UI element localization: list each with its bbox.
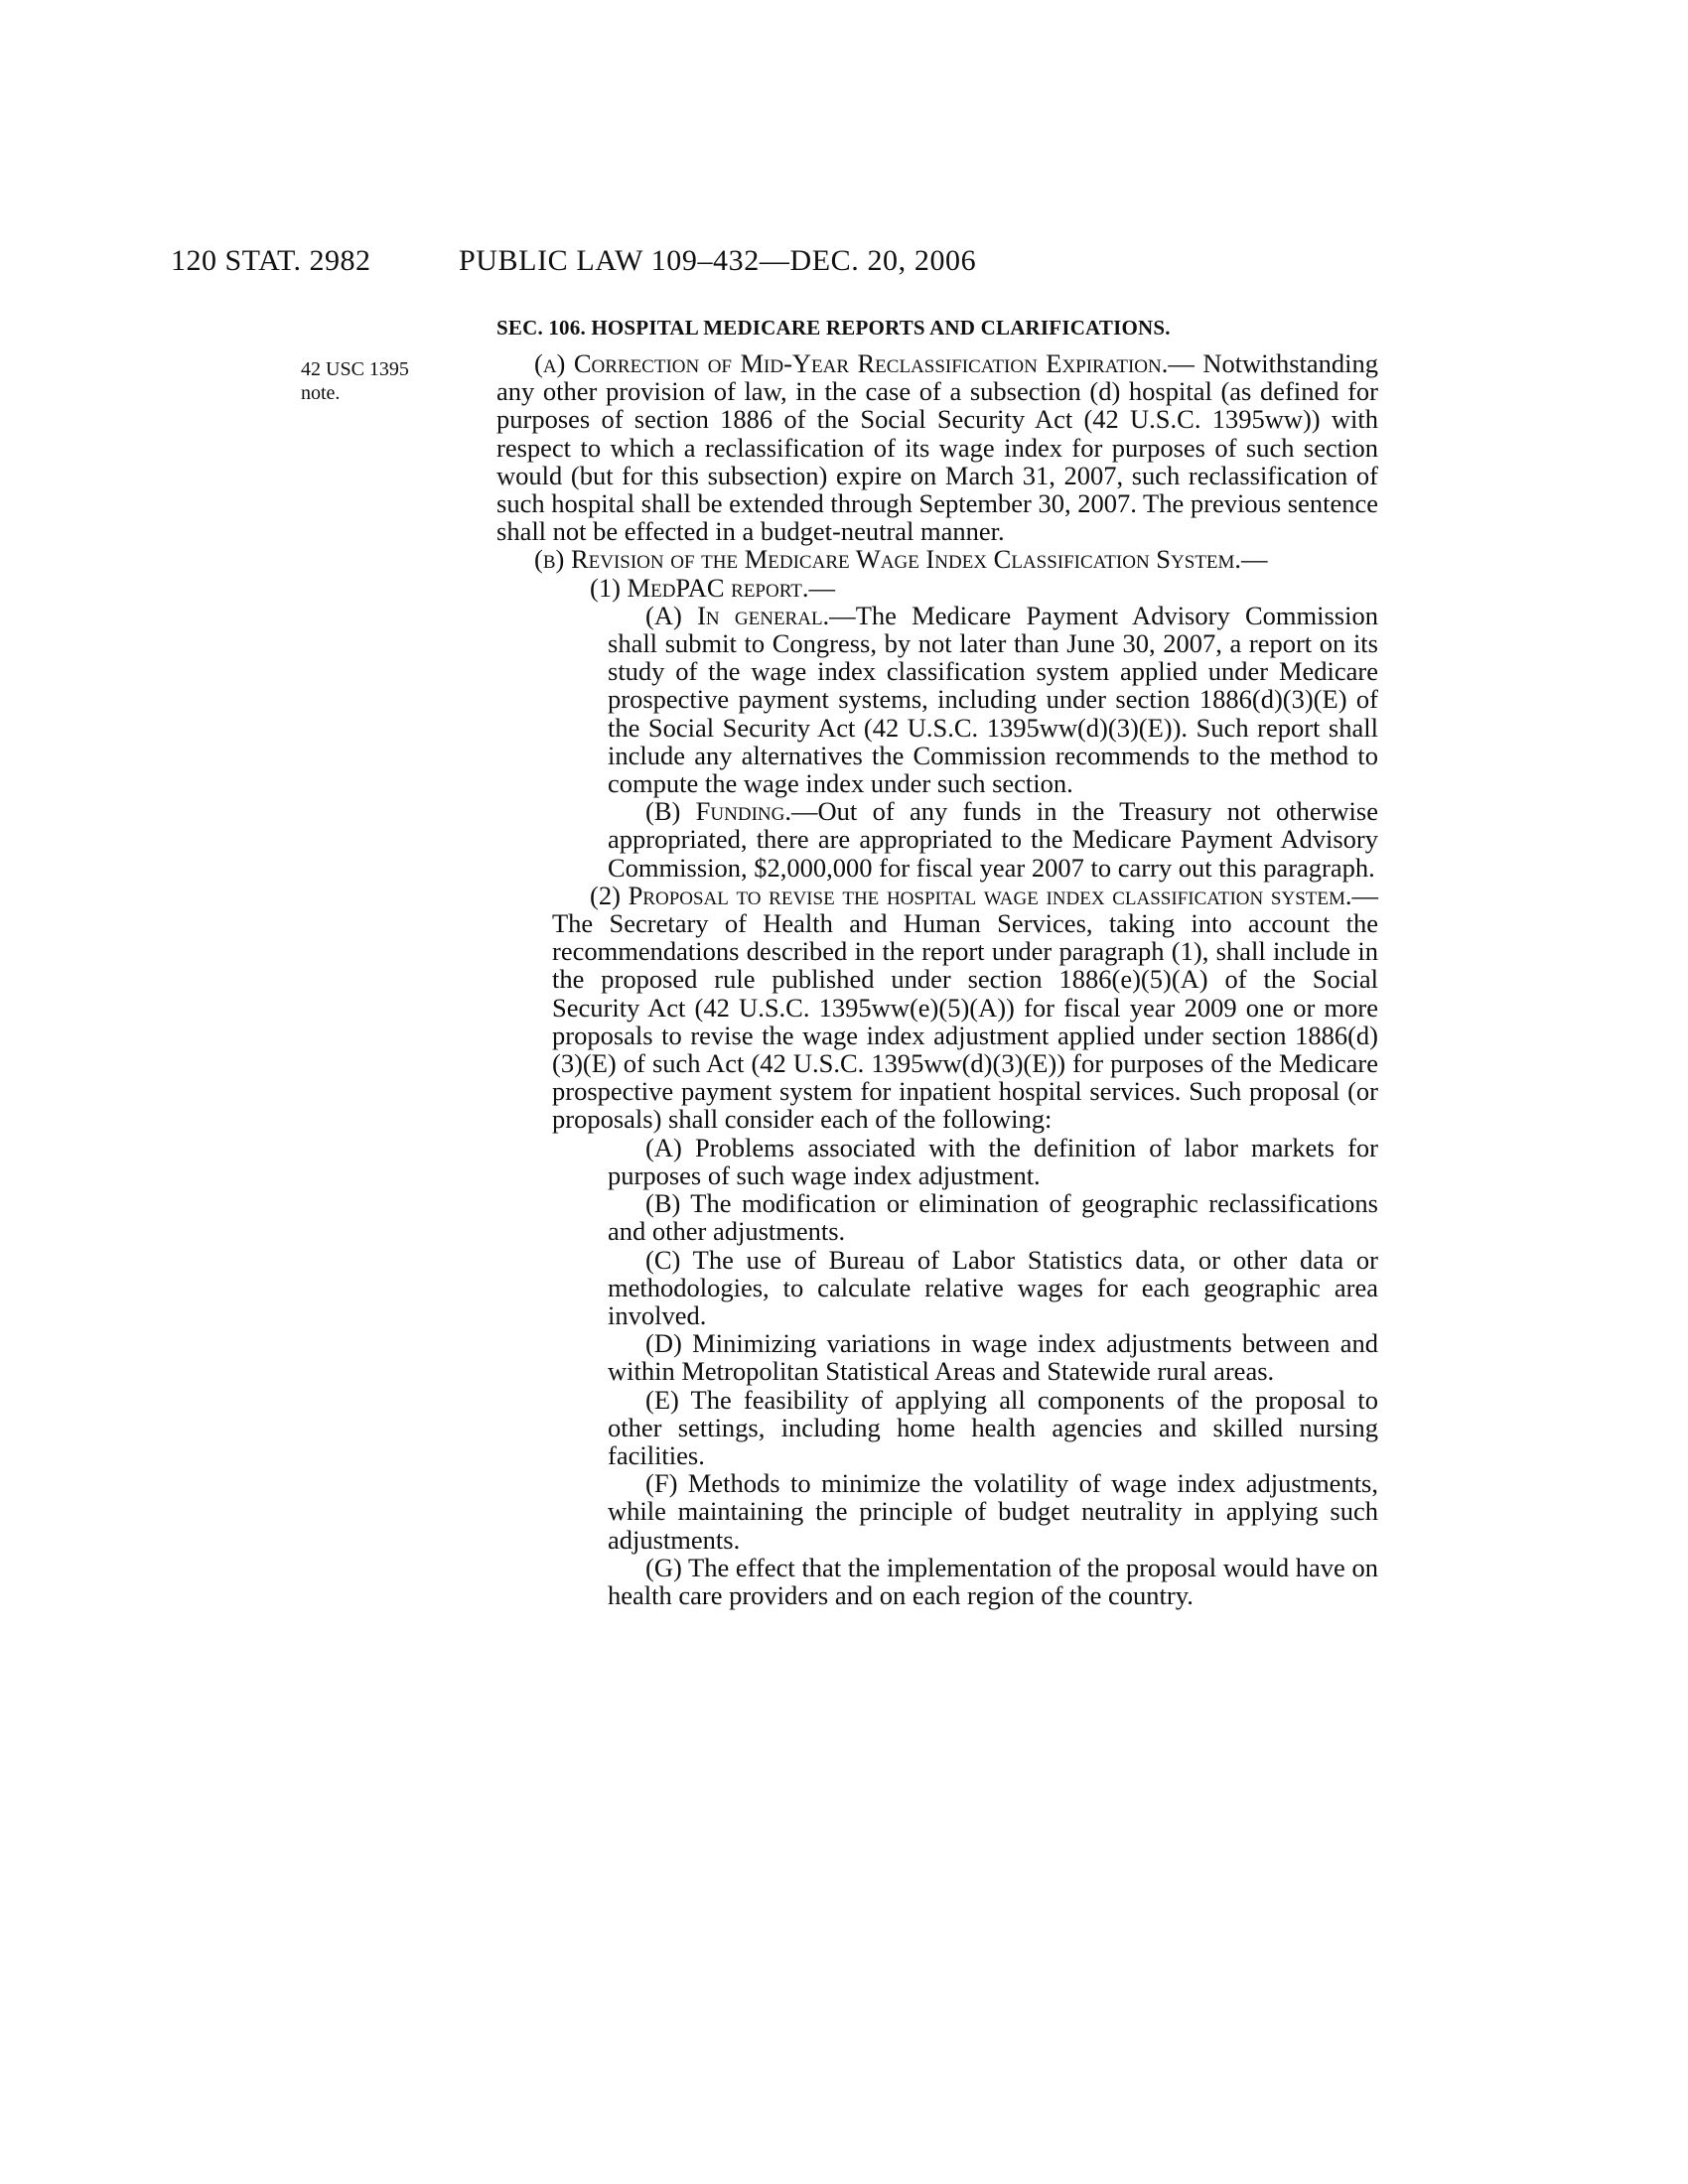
subsection-b-heading: (b) Revision of the Medicare Wage Index Classification System.— xyxy=(534,544,1268,575)
paragraph-b2 xyxy=(496,882,1378,1134)
paragraph-b1-heading: (1) MedPAC report.— xyxy=(590,572,835,603)
subparagraph-b2A: (A) Problems associated with the definition of labor markets for purposes of such wage index adjustment. xyxy=(608,1132,1378,1190)
subparagraph-b2F: (F) Methods to minimize the volatility of wage index adjustments, while maintaining the principle of budget neutrality in applying such adjustments. xyxy=(608,1468,1378,1555)
subsection-a-heading: (a) Correction of Mid-Year Reclassification Expiration.— xyxy=(534,348,1195,378)
subparagraph-b1B-heading: (B) Funding.— xyxy=(645,796,818,827)
margin-note xyxy=(301,357,450,405)
page-header xyxy=(0,244,1688,284)
subparagraph-b2B: (B) The modification or elimination of geographic reclassifications and other adjustments. xyxy=(608,1188,1378,1247)
paragraph-b2-text: The Secretary of Health and Human Services, taking into account the recommendations described in the report under paragraph (1), shall include in the proposed rule published under section 1886(e)(5)(A) of the Social Security Act (42 U.S.C. 1395ww(e)(5)(A)) for fiscal year 2009 one or more proposals to revise the wage index adjustment applied under section 1886(d)(3)(E) of such Act (42 U.S.C. 1395ww(d)(3)(E)) for purposes of the Medicare prospective payment system for inpatient hospital services. Such proposal (or proposals) shall consider each of the following: xyxy=(552,908,1378,1135)
subparagraph-b1A xyxy=(496,602,1378,797)
subparagraph-b2C: (C) The use of Bureau of Labor Statistics data, or other data or methodologies, to calculate relative wages for each geographic area involved. xyxy=(608,1244,1378,1330)
subsection-b xyxy=(496,545,1378,573)
paragraph-b1 xyxy=(496,574,1378,602)
subparagraph-b1B-text: Out of any funds in the Treasury not otherwise appropriated, there are appropriated to the Medicare Payment Advisory Commission, $2,000,000 for fiscal year 2007 to carry out this paragraph. xyxy=(608,796,1378,883)
public-law-title: PUBLIC LAW 109–432—DEC. 20, 2006 xyxy=(459,244,977,277)
subsection-a-text: Notwithstanding any other provision of law, in the case of a subsection (d) hospital (as defined for purposes of section 1886 of the Social Security Act (42 U.S.C. 1395ww)) with respect to which a reclassification of its wage index for purposes of such section would (but for this subsection) expire on March 31, 2007, such reclassification of such hospital shall be extended through September 30, 2007. The previous sentence shall not be effected in a budget-neutral manner. xyxy=(496,348,1378,547)
margin-note-citation: 42 USC 1395 xyxy=(301,358,409,380)
paragraph-b2-heading: (2) Proposal to revise the hospital wage index classification system.— xyxy=(590,880,1378,910)
subparagraph-b1A-text: The Medicare Payment Advisory Commission shall submit to Congress, by not later than June 30, 2007, a report on its study of the wage index classification system applied under Medicare prospective payment systems, including under section 1886(d)(3)(E) of the Social Security Act (42 U.S.C. 1395ww(d)(3)(E)). Such report shall include any alternatives the Commission recommends to the method to compute the wage index under such section. xyxy=(608,600,1378,799)
section-heading: SEC. 106. HOSPITAL MEDICARE REPORTS AND CLARIFICATIONS. xyxy=(496,316,1171,340)
section-body xyxy=(496,349,1378,1609)
subparagraph-b2E: (E) The feasibility of applying all components of the proposal to other settings, including home health agencies and skilled nursing facilities. xyxy=(608,1384,1378,1470)
subparagraph-b1B xyxy=(496,797,1378,882)
subparagraph-b2D: (D) Minimizing variations in wage index adjustments between and within Metropolitan Statistical Areas and Statewide rural areas. xyxy=(608,1328,1378,1387)
subparagraph-b2G: (G) The effect that the implementation of the proposal would have on health care providers and on each region of the country. xyxy=(608,1552,1378,1610)
margin-note-label: note. xyxy=(301,382,341,404)
subparagraph-b1A-heading: (A) In general.— xyxy=(645,600,856,630)
subsection-a xyxy=(496,349,1378,545)
statute-page-number: 120 STAT. 2982 xyxy=(171,244,371,277)
